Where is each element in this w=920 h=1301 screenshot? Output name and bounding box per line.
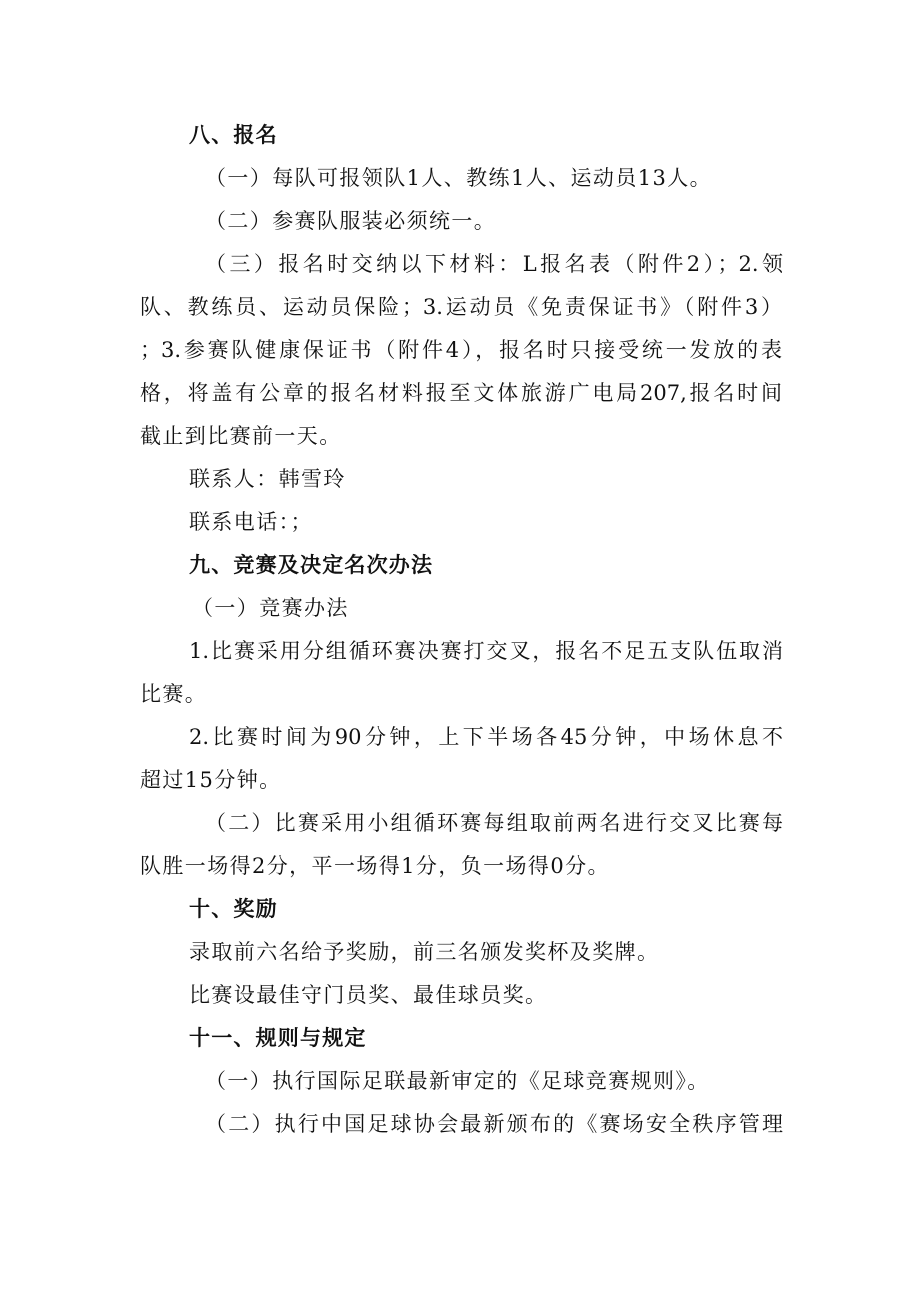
paragraph-9-p1-line-1: 1.比赛采用分组循环赛决赛打交叉，报名不足五支队伍取消 [189, 639, 783, 663]
paragraph-11-1: （一）执行国际足联最新审定的《足球竞赛规则》。 [205, 1069, 710, 1093]
section-heading-8: 八、报名 [189, 123, 278, 147]
paragraph-9-2-line-2: 队胜一场得2分，平一场得1分，负一场得0分。 [140, 854, 610, 878]
paragraph-11-2: （二）执行中国足球协会最新颁布的《赛场安全秩序管理 [205, 1112, 783, 1136]
contact-phone: 联系电话：； [189, 510, 313, 534]
section-heading-11: 十一、规则与规定 [189, 1026, 367, 1050]
paragraph-8-2: （二）参赛队服装必须统一。 [205, 209, 497, 233]
contact-person: 联系人：韩雪玲 [189, 467, 346, 491]
paragraph-8-3-line-4: 格，将盖有公章的报名材料报至文体旅游广电局207,报名时间 [140, 381, 782, 405]
paragraph-8-3-line-1: （三）报名时交纳以下材料：L报名表（附件2）；2.领 [205, 252, 783, 276]
paragraph-8-3-line-5: 截止到比赛前一天。 [140, 424, 342, 448]
section-heading-10: 十、奖励 [189, 897, 278, 921]
paragraph-8-3-line-3: ；3.参赛队健康保证书（附件4），报名时只接受统一发放的表 [140, 338, 782, 362]
paragraph-9-1: （一）竞赛办法 [192, 596, 349, 620]
paragraph-9-p1-line-2: 比赛。 [140, 682, 208, 706]
paragraph-10-2: 比赛设最佳守门员奖、最佳球员奖。 [189, 983, 548, 1007]
paragraph-8-3-line-2: 队、教练员、运动员保险；3.运动员《免责保证书》（附件3） [140, 295, 782, 319]
paragraph-9-p2-line-1: 2.比赛时间为90分钟，上下半场各45分钟，中场休息不 [189, 725, 783, 749]
paragraph-8-1: （一）每队可报领队1人、教练1人、运动员13人。 [205, 166, 713, 190]
paragraph-9-p2-line-2: 超过15分钟。 [140, 768, 282, 792]
paragraph-9-2-line-1: （二）比赛采用小组循环赛每组取前两名进行交叉比赛每 [205, 811, 783, 835]
section-heading-9: 九、竞赛及决定名次办法 [189, 553, 434, 577]
paragraph-10-1: 录取前六名给予奖励，前三名颁发奖杯及奖牌。 [189, 940, 660, 964]
